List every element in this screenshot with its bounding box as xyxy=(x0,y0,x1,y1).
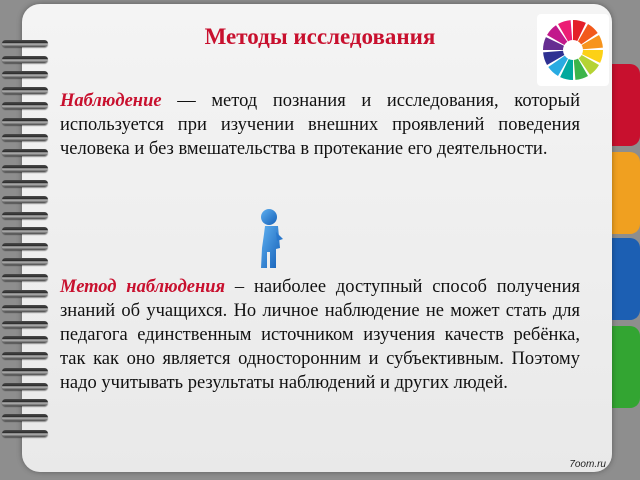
side-tab-green xyxy=(610,326,640,408)
binding-ring xyxy=(2,290,48,297)
side-tab-blue xyxy=(610,238,640,320)
binding-ring xyxy=(2,399,48,406)
thinking-person-icon xyxy=(256,208,292,270)
binding-ring xyxy=(2,212,48,219)
binding-ring xyxy=(2,321,48,328)
binding-ring xyxy=(2,414,48,421)
spiral-binding xyxy=(0,40,50,460)
watermark: 7oom.ru xyxy=(569,459,606,470)
binding-ring xyxy=(2,368,48,375)
binding-ring xyxy=(2,134,48,141)
binding-ring xyxy=(2,305,48,312)
binding-ring xyxy=(2,165,48,172)
paragraph-observation-method xyxy=(60,275,580,395)
binding-ring xyxy=(2,149,48,156)
binding-ring xyxy=(2,274,48,281)
binding-ring xyxy=(2,56,48,63)
binding-ring xyxy=(2,352,48,359)
binding-ring xyxy=(2,243,48,250)
binding-ring xyxy=(2,383,48,390)
term-observation-method: Метод наблюдения xyxy=(60,277,226,297)
term-observation: Наблюдение xyxy=(60,91,162,111)
binding-ring xyxy=(2,430,48,437)
binding-ring xyxy=(2,336,48,343)
binding-ring xyxy=(2,118,48,125)
paragraph-observation xyxy=(60,89,580,161)
paragraph-observation-text: — метод познания и исследования, который используется при изучении внешних проявлений поведения человека и без вмешательства в протекание его деятельности. xyxy=(60,91,580,159)
color-wheel-icon xyxy=(537,14,609,86)
binding-ring xyxy=(2,40,48,47)
binding-ring xyxy=(2,196,48,203)
notebook-page xyxy=(22,4,612,472)
binding-ring xyxy=(2,102,48,109)
binding-ring xyxy=(2,87,48,94)
paragraph-observation-method-text: – наиболее доступный способ получения знаний об учащихся. Но личное наблюдение не может стать для педагога единственным источником изучения качеств ребёнка, так как оно является односторонним и субъективным. Поэтому надо учитывать результаты наблюдений и других людей. xyxy=(60,277,580,393)
binding-ring xyxy=(2,227,48,234)
slide-title: Методы исследования xyxy=(204,24,436,49)
binding-ring xyxy=(2,258,48,265)
side-tab-red xyxy=(610,64,640,146)
binding-ring xyxy=(2,180,48,187)
side-tab-orange xyxy=(610,152,640,234)
binding-ring xyxy=(2,71,48,78)
